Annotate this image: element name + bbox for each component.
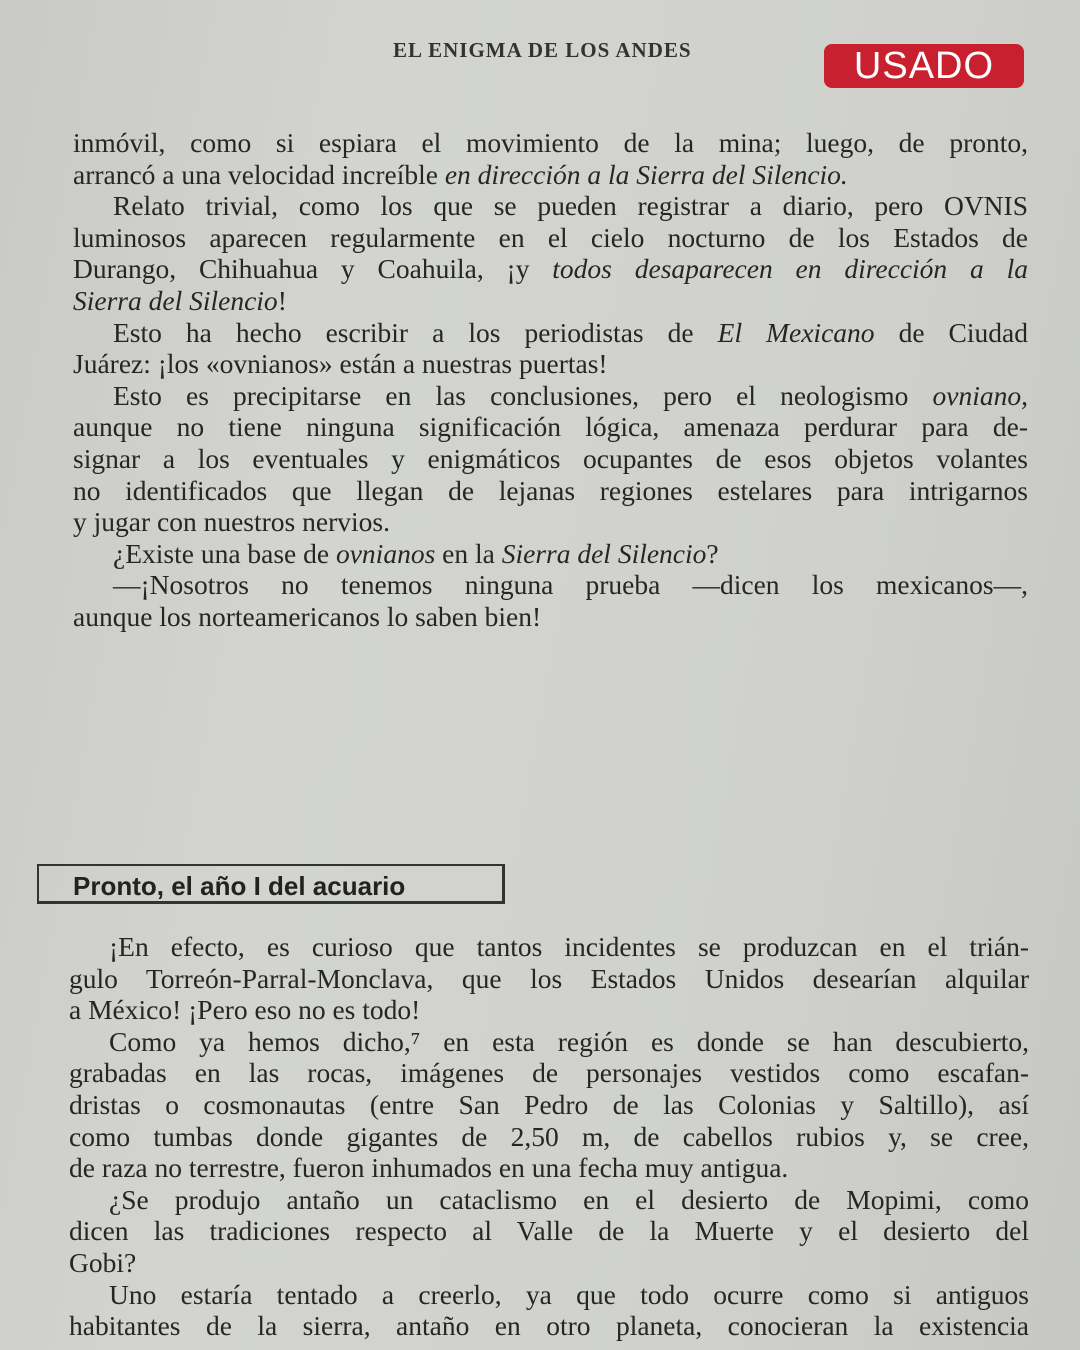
italic-text: en dirección a la Sierra del Silencio. <box>444 158 848 190</box>
text-line <box>73 538 1028 570</box>
text-segment: aunque los norteamericanos lo saben bien! <box>73 600 542 632</box>
text-line <box>73 380 1028 412</box>
italic-text: ovniano, <box>932 379 1028 411</box>
italic-text: El Mexicano <box>717 316 875 348</box>
text-segment: Gobi? <box>69 1246 137 1278</box>
text-segment: Relato trivial, como los que se pueden registrar a diario, pero OVNIS <box>113 190 1028 222</box>
text-segment: no identificados que llegan de lejanas regiones estelares para intrigarnos <box>73 474 1028 506</box>
text-segment: signar a los eventuales y enigmáticos ocupantes de esos objetos volantes <box>73 442 1028 474</box>
text-line <box>69 1310 1029 1342</box>
text-segment: —¡Nosotros no tenemos ninguna prueba —dicen los mexicanos—, <box>113 569 1028 601</box>
text-line <box>69 1026 1029 1058</box>
text-segment: ? <box>706 537 719 569</box>
body-text-bottom <box>69 931 1029 1342</box>
italic-text: ovnianos <box>335 537 436 569</box>
text-line <box>73 569 1028 601</box>
text-segment: y jugar con nuestros nervios. <box>73 506 390 538</box>
text-line <box>73 190 1028 222</box>
text-segment: arrancó a una velocidad increíble <box>73 158 445 190</box>
text-segment: aunque no tiene ninguna significación lógica, amenaza perdurar para de- <box>73 411 1028 443</box>
text-line <box>69 994 1029 1026</box>
text-line <box>69 1121 1029 1153</box>
text-segment: Uno estaría tentado a creerlo, ya que todo ocurre como si antiguos <box>109 1278 1029 1310</box>
text-line <box>73 475 1028 507</box>
text-segment: ¡En efecto, es curioso que tantos incidentes se produzcan en el trián- <box>109 931 1029 962</box>
text-line <box>73 601 1028 633</box>
text-line <box>73 253 1028 285</box>
section-heading: Pronto, el año I del acuario <box>37 864 505 904</box>
text-line <box>73 506 1028 538</box>
text-line <box>73 411 1028 443</box>
text-segment: de Ciudad <box>874 316 1028 348</box>
text-line <box>69 1089 1029 1121</box>
text-segment: Esto ha hecho escribir a los periodistas de <box>113 316 718 348</box>
text-segment: ¿Se produjo antaño un cataclismo en el desierto de Mopimi, como <box>109 1183 1029 1215</box>
text-line <box>73 127 1028 159</box>
text-line <box>73 222 1028 254</box>
text-segment: ! <box>277 284 287 316</box>
running-header: EL ENIGMA DE LOS ANDES <box>393 38 692 62</box>
text-segment: Esto es precipitarse en las conclusiones, pero el neologismo <box>113 379 933 411</box>
text-segment: dicen las tradiciones respecto al Valle de la Muerte y el desierto del <box>69 1215 1029 1247</box>
text-line <box>73 443 1028 475</box>
used-badge: USADO <box>824 44 1024 88</box>
text-segment: gulo Torreón-Parral-Monclava, que los Estados Unidos desearían alquilar <box>69 962 1029 994</box>
text-line <box>73 348 1028 380</box>
text-segment: ¿Existe una base de <box>113 537 336 569</box>
text-line <box>69 931 1029 963</box>
text-line <box>73 159 1028 191</box>
text-line <box>69 1247 1029 1279</box>
text-segment: grabadas en las rocas, imágenes de personajes vestidos como escafan- <box>69 1057 1029 1089</box>
body-text-top <box>73 127 1028 633</box>
text-segment: Como ya hemos dicho,⁷ en esta región es donde se han descubierto, <box>109 1025 1029 1057</box>
text-segment: de raza no terrestre, fueron inhumados en una fecha muy antigua. <box>69 1152 789 1184</box>
text-line <box>69 1184 1029 1216</box>
italic-text: Sierra del Silencio <box>501 537 707 569</box>
text-line <box>69 1152 1029 1184</box>
italic-text: Sierra del Silencio <box>73 284 278 316</box>
text-segment: habitantes de la sierra, antaño en otro planeta, conocieran la existencia <box>69 1310 1029 1342</box>
text-segment: Durango, Chihuahua y Coahuila, ¡y <box>73 253 553 285</box>
italic-text: todos desaparecen en dirección a la <box>552 253 1028 285</box>
text-line <box>73 285 1028 317</box>
text-line <box>69 1057 1029 1089</box>
text-line <box>73 317 1028 349</box>
text-segment: luminosos aparecen regularmente en el cielo nocturno de los Estados de <box>73 221 1028 253</box>
text-line <box>69 1215 1029 1247</box>
text-segment: a México! ¡Pero eso no es todo! <box>69 994 421 1026</box>
text-line <box>69 1279 1029 1311</box>
text-segment: inmóvil, como si espiara el movimiento de la mina; luego, de pronto, <box>73 127 1028 158</box>
text-segment: Juárez: ¡los «ovnianos» están a nuestras puertas! <box>73 348 608 380</box>
text-line <box>69 963 1029 995</box>
text-segment: en la <box>435 537 502 569</box>
text-segment: dristas o cosmonautas (entre San Pedro de las Colonias y Saltillo), así <box>69 1088 1029 1120</box>
text-segment: como tumbas donde gigantes de 2,50 m, de cabellos rubios y, se cree, <box>69 1120 1029 1152</box>
